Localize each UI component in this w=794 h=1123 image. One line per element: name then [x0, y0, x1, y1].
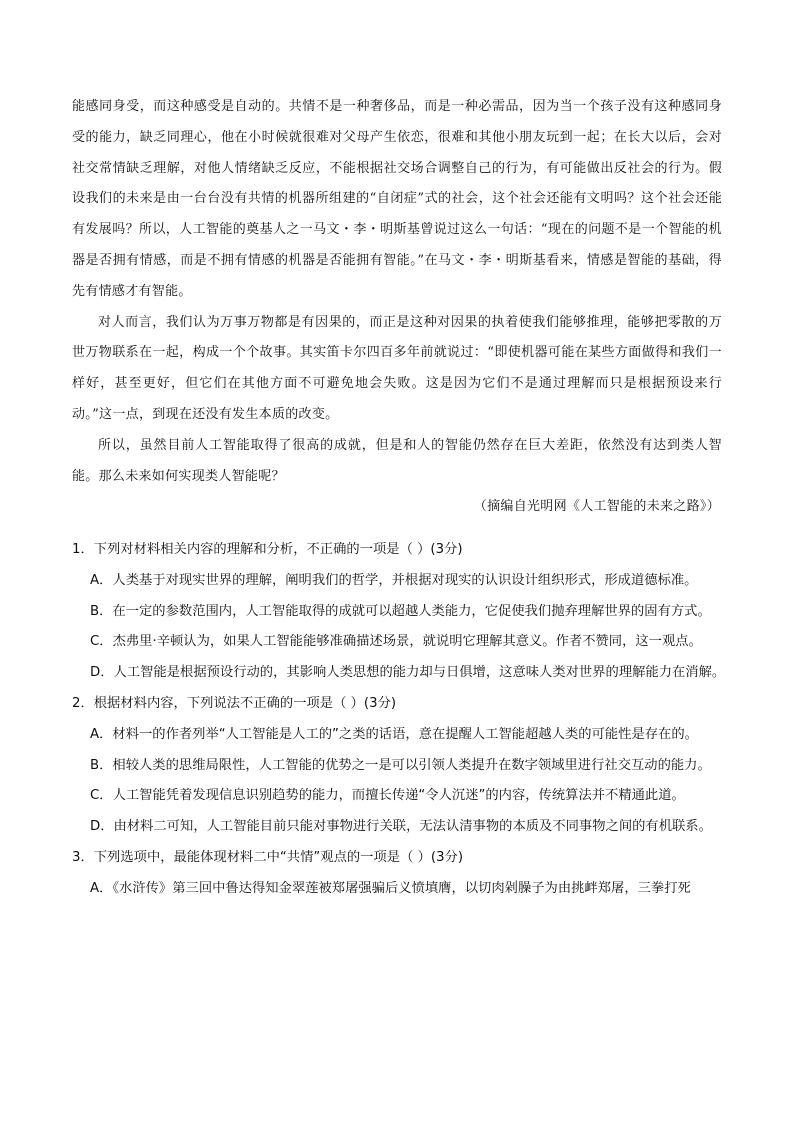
option-b: B．在一定的参数范围内，人工智能取得的成就可以超越人类能力，它促使我们抛弃理解世界的固有方式。 [90, 603, 711, 619]
option-c: C．人工智能凭着发现信息识别趋势的能力，而擅长传递“令人沉迷”的内容，传统算法并不精通此道。 [90, 788, 685, 804]
question-stem: 2．根据材料内容，下列说法不正确的一项是（ ）(3分) [72, 695, 397, 711]
passage-source: （摘编自光明网《人工智能的未来之路》） [473, 499, 720, 515]
option-a: A．《水浒传》第三回中鲁达得知金翠莲被郑屠强骗后义愤填膺，以切肉剁臊子为由挑衅郑屠，三拳打死 [90, 880, 691, 896]
question-3 [72, 843, 732, 905]
option-a: A．人类基于对现实世界的理解，阐明我们的哲学，并根据对现实的认识设计组织形式，形成道德标准。 [90, 572, 698, 588]
question-1 [72, 535, 732, 689]
passage-paragraph-1: 能感同身受，而这种感受是自动的。共情不是一种奢侈品，而是一种必需品，因为当一个孩子没有这种感同身受的能力，缺乏同理心，他在小时候就很难对父母产生依恋，很难和其他小朋友玩到一起；在长大以后，会对社交常情缺乏理解，对他人情绪缺乏反应，不能根据社交场合调整自己的行为，有可能做出反社会的行为。假设我们的未来是由一台台没有共情的机器所组建的“自闭症”式的社会，这个社会还能有文明吗？这个社会还能有发展吗？所以，人工智能的奠基人之一马文・李・明斯基曾说过这么一句话：“现在的问题不是一个智能的机器是否拥有情感，而是不拥有情感的机器是否能拥有智能。”在马文・李・明斯基看来，情感是智能的基础，得先有情感才有智能。 [72, 99, 722, 299]
question-list [72, 535, 732, 905]
option-a: A．材料一的作者列举“人工智能是人工的”之类的话语，意在提醒人工智能超越人类的可能性是存在的。 [90, 726, 698, 742]
option-b: B．相较人类的思维局限性，人工智能的优势之一是可以引领人类提升在数字领域里进行社交互动的能力。 [90, 757, 711, 773]
passage-paragraph-2: 对人而言，我们认为万事万物都是有因果的，而正是这种对因果的执着使我们能够推理，能够把零散的万世万物联系在一起，构成一个个故事。其实笛卡尔四百多年前就说过：“即使机器可能在某些方面做得和我们一样好，甚至更好，但它们在其他方面不可避免地会失败。这是因为它们不是通过理解而只是根据预设来行动。”这一点，到现在还没有发生本质的改变。 [72, 314, 722, 422]
passage-paragraph-3: 所以，虽然目前人工智能取得了很高的成就，但是和人的智能仍然存在巨大差距，依然没有达到类人智能。那么未来如何实现类人智能呢？ [72, 437, 722, 484]
reading-passage [72, 92, 722, 523]
question-2 [72, 689, 732, 843]
question-stem: 1．下列对材料相关内容的理解和分析，不正确的一项是（ ）(3分) [72, 542, 463, 557]
option-d: D．由材料二可知，人工智能目前只能对事物进行关联，无法认清事物的本质及不同事物之间的有机联系。 [90, 819, 712, 835]
option-c: C．杰弗里·辛顿认为，如果人工智能能够准确描述场景，就说明它理解其意义。作者不赞同，这一观点。 [90, 634, 702, 650]
option-d: D．人工智能是根据预设行动的，其影响人类思想的能力却与日俱增，这意味人类对世界的理解能力在消解。 [90, 665, 726, 681]
question-stem: 3．下列选项中，最能体现材料二中“共情”观点的一项是（ ）(3分) [72, 849, 464, 865]
